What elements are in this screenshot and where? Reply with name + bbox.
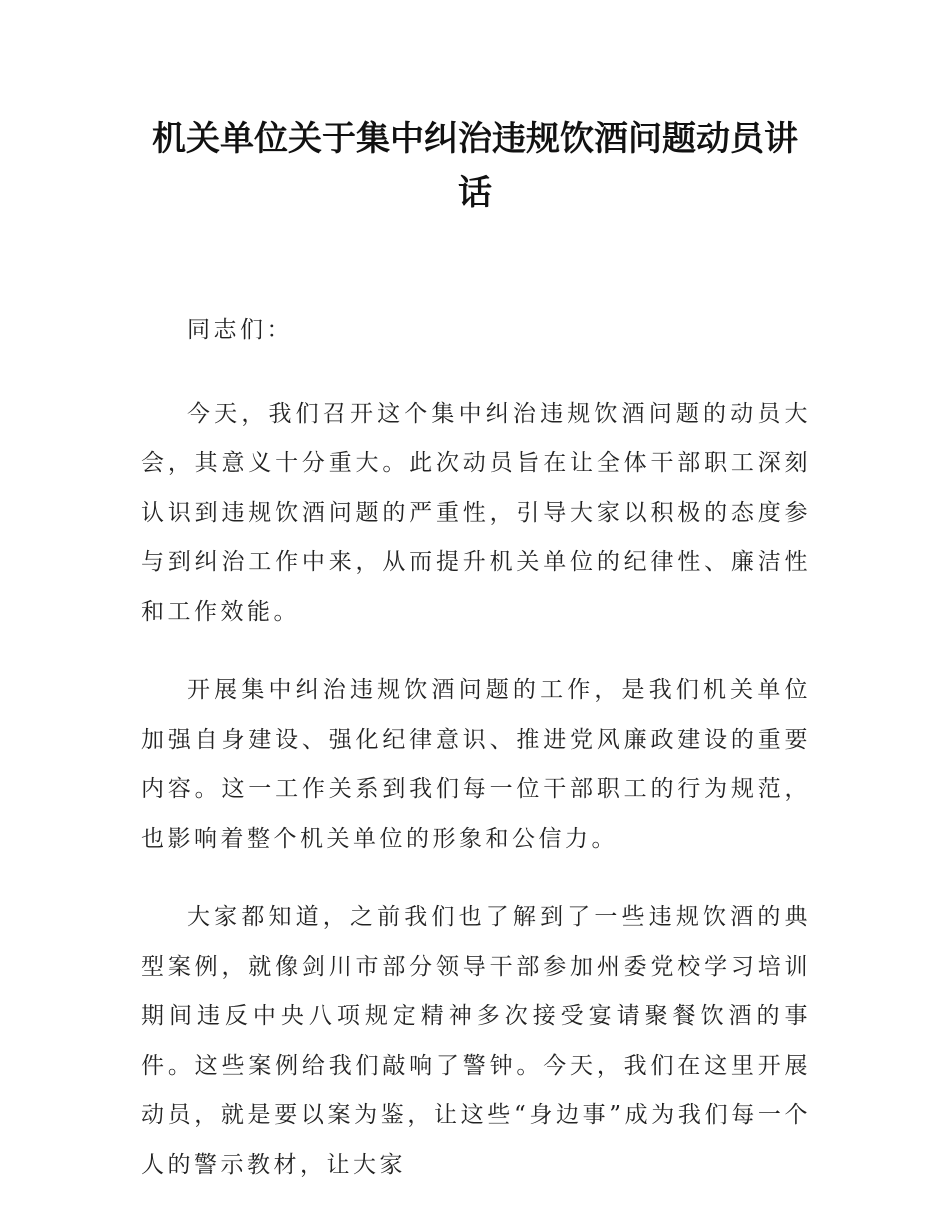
salutation: 同志们： [187,317,293,343]
paragraph-1: 今天，我们召开这个集中纠治违规饮酒问题的动员大会，其意义十分重大。此次动员旨在让全体干部职工深刻认识到违规饮酒问题的严重性，引导大家以积极的态度参与到纠治工作中来，从而提升机关单位的纪律性、廉洁性和工作效能。 [141,400,811,625]
paragraph-3: 大家都知道，之前我们也了解到了一些违规饮酒的典型案例，就像剑川市部分领导干部参加州委党校学习培训期间违反中央八项规定精神多次接受宴请聚餐饮酒的事件。这些案例给我们敲响了警钟。今天，我们在这里开展动员，就是要以案为鉴，让这些“身边事”成为我们每一个人的警示教材，让大家 [141,904,811,1178]
paragraph-2: 开展集中纠治违规饮酒问题的工作，是我们机关单位加强自身建设、强化纪律意识、推进党风廉政建设的重要内容。这一工作关系到我们每一位干部职工的行为规范，也影响着整个机关单位的形象和公信力。 [141,677,811,852]
document-body [141,306,811,1219]
document-title: 机关单位关于集中纠治违规饮酒问题动员讲话 [152,119,798,213]
